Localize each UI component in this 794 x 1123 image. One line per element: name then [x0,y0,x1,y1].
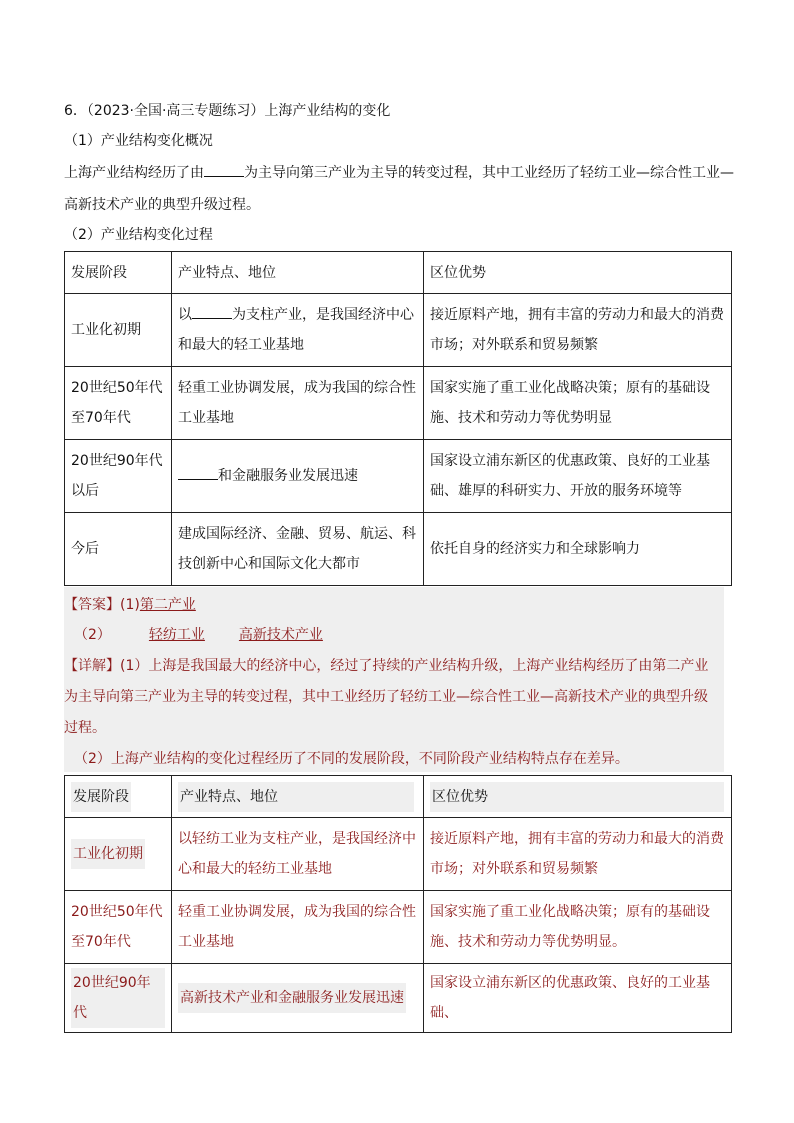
table-row [65,367,732,440]
detail-line2: 为主导向第三产业为主导的转变过程，其中工业经历了轻纺工业—综合性工业—高新技术产业的典型升级 [64,689,708,705]
detail-label: 【详解】 [64,658,120,674]
stage-cell: 20世纪90年代以后 [65,440,172,513]
part1-text-line2: 高新技术产业的典型升级过程。 [64,197,260,213]
advantage-cell: 依托自身的经济实力和全球影响力 [424,513,732,586]
answer-part2-b: 高新技术产业 [238,627,323,643]
answer-line1: 【答案】(1)第二产业 [64,597,196,613]
stage-cell: 工业化初期 [65,818,172,891]
part1-text-line1: 上海产业结构经历了由 为主导向第三产业为主导的转变过程，其中工业经历了轻纺工业—综合性工业— [64,158,734,188]
advantage-cell: 接近原料产地，拥有丰富的劳动力和最大的消费市场；对外联系和贸易频繁 [424,294,732,367]
stage-cell: 20世纪90年代 [65,964,172,1033]
table-header-row [65,252,732,294]
answer-line2: （2） 轻纺工业 高新技术产业 [74,627,323,643]
table-row [65,513,732,586]
header-stage: 发展阶段 [65,776,172,818]
feature-cell: 以 为支柱产业，是我国经济中心和最大的轻工业基地 [172,294,424,367]
question-table [64,251,732,586]
feature-cell: 以轻纺工业为支柱产业，是我国经济中心和最大的轻纺工业基地 [172,818,424,891]
feature-cell: 高新技术产业和金融服务业发展迅速 [172,964,424,1033]
part1-label: （1）产业结构变化概况 [64,133,213,149]
answer-blank [204,162,244,177]
feature-cell: 轻重工业协调发展，成为我国的综合性工业基地 [172,367,424,440]
table-row [65,294,732,367]
feature-cell: 和金融服务业发展迅速 [172,440,424,513]
header-feature: 产业特点、地位 [172,776,424,818]
advantage-cell: 接近原料产地，拥有丰富的劳动力和最大的消费市场；对外联系和贸易频繁 [424,818,732,891]
stage-cell: 今后 [65,513,172,586]
advantage-cell: 国家设立浦东新区的优惠政策、良好的工业基础、 [424,964,732,1033]
table-header-row [65,776,732,818]
table-row [65,964,732,1033]
question-title: 6．（2023·全国·高三专题练习）上海产业结构的变化 [64,103,391,119]
answer-blank [178,465,218,480]
part2-label: （2）产业结构变化过程 [64,227,213,243]
detail-line4: （2）上海产业结构的变化过程经历了不同的发展阶段，不同阶段产业结构特点存在差异。 [74,751,629,767]
feature-cell: 建成国际经济、金融、贸易、航运、科技创新中心和国际文化大都市 [172,513,424,586]
table-row [65,818,732,891]
advantage-cell: 国家实施了重工业化战略决策；原有的基础设施、技术和劳动力等优势明显。 [424,891,732,964]
header-stage: 发展阶段 [65,252,172,294]
detail-line1: 【详解】(1）上海是我国最大的经济中心，经过了持续的产业结构升级，上海产业结构经历了由第二产业 [64,658,709,674]
answer-part2-a: 轻纺工业 [148,627,205,643]
header-advantage: 区位优势 [424,776,732,818]
advantage-cell: 国家实施了重工业化战略决策；原有的基础设施、技术和劳动力等优势明显 [424,367,732,440]
header-feature: 产业特点、地位 [172,252,424,294]
table-row [65,440,732,513]
feature-cell: 轻重工业协调发展，成为我国的综合性工业基地 [172,891,424,964]
answer-part1: 第二产业 [139,597,196,613]
detail-line3: 过程。 [64,720,106,736]
answer-blank [192,304,232,319]
answer-label: 【答案】 [64,597,120,613]
table-row [65,891,732,964]
stage-cell: 工业化初期 [65,294,172,367]
stage-cell: 20世纪50年代至70年代 [65,367,172,440]
stage-cell: 20世纪50年代至70年代 [65,891,172,964]
advantage-cell: 国家设立浦东新区的优惠政策、良好的工业基础、雄厚的科研实力、开放的服务环境等 [424,440,732,513]
header-advantage: 区位优势 [424,252,732,294]
answer-table [64,775,732,1033]
